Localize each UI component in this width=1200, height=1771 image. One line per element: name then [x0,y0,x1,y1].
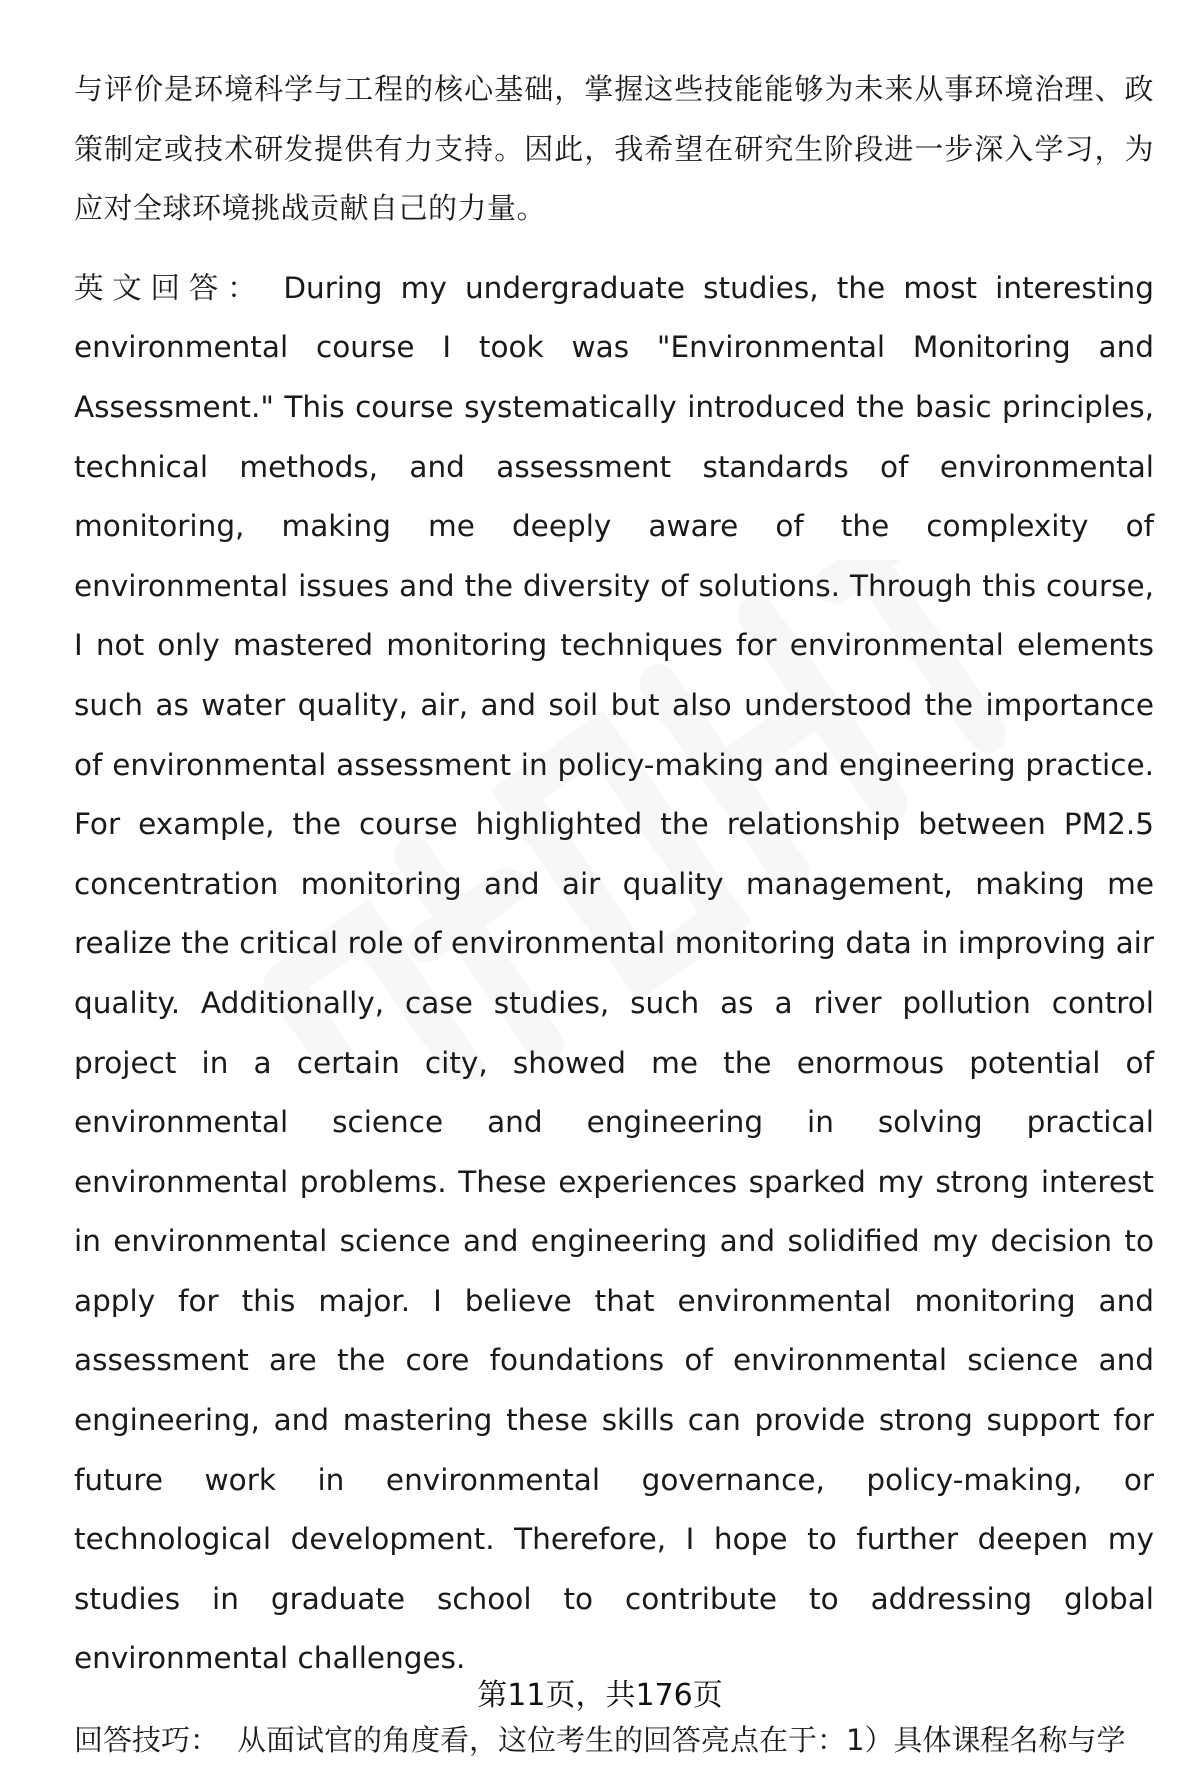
english-answer-paragraph [74,259,1154,1689]
answer-tips-text: 从面试官的角度看，这位考生的回答亮点在于：1）具体课程名称与学 [237,1723,1126,1758]
top-paragraph: 与评价是环境科学与工程的核心基础，掌握这些技能能够为未来从事环境治理、政策制定或技术研发提供有力支持。因此，我希望在研究生阶段进一步深入学习，为应对全球环境挑战贡献自己的力量。 [74,72,1154,226]
english-answer-label: 英文回答： [74,270,266,305]
answer-tips-paragraph [74,1711,1154,1771]
answer-tips-label: 回答技巧： [74,1723,220,1758]
english-answer-text: During my undergraduate studies, the most interesting environmental course I took was "Environmental Monitoring and Assessment." This course systematically introduced the basic principles, technical methods, and assessment standards of environmental monitoring, making me deeply aware of the complexity of environmental issues and the diversity of solutions. Through this course, I not only mastered monitoring techniques for environmental elements such as water quality, air, and soil but also understood the importance of environmental assessment in policy-making and engineering practice. For example, the course highlighted the relationship between PM2.5 concentration monitoring and air quality management, making me realize the critical role of environmental monitoring data in improving air quality. Additionally, case studies, such as a river pollution control project in a certain city, showed me the enormous potential of environmental science and engineering in solving practical environmental problems. These experiences sparked my strong interest in environmental science and engineering and solidified my decision to apply for this major. I believe that environmental monitoring and assessment are the core foundations of environmental science and engineering, and mastering these skills can provide strong support for future work in environmental governance, policy-making, or technological development. Therefore, I hope to further deepen my studies in graduate school to contribute to addressing global environmental challenges. [74,270,1154,1676]
page-number-footer: 第11页，共176页 [477,1678,723,1713]
main-content [74,60,1154,1771]
